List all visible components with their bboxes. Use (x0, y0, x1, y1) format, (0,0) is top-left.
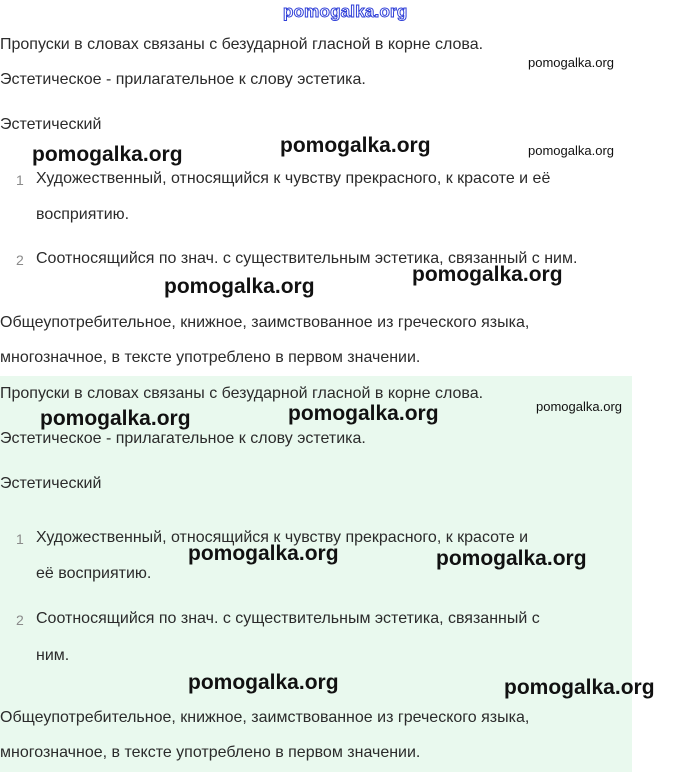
watermark: pomogalka.org (188, 671, 339, 694)
meaning-text-continued: её восприятию. (36, 565, 152, 582)
watermark: pomogalka.org (280, 134, 431, 157)
note-text-continued: многозначное, в тексте употреблено в первом значении. (0, 744, 421, 761)
meaning-number: 1 (16, 531, 24, 547)
watermark: pomogalka.org (436, 547, 587, 570)
intro-text: Пропуски в словах связаны с безударной гласной в корне слова. (0, 36, 484, 53)
watermark: pomogalka.org (536, 399, 622, 414)
headword: Эстетический (0, 475, 102, 492)
meaning-number: 2 (16, 252, 24, 268)
watermark: pomogalka.org (164, 275, 315, 298)
intro-text: Пропуски в словах связаны с безударной гласной в корне слова. (0, 385, 484, 402)
watermark: pomogalka.org (32, 143, 183, 166)
meaning-text: Соотносящийся по знач. с существительным эстетика, связанный с ним. (36, 250, 578, 267)
watermark-header: pomogalka.org (283, 2, 408, 21)
meaning-text-continued: восприятию. (36, 206, 130, 223)
watermark: pomogalka.org (528, 55, 614, 70)
meaning-number: 2 (16, 612, 24, 628)
definition-text: Эстетическое - прилагательное к слову эстетика. (0, 430, 366, 447)
headword: Эстетический (0, 116, 102, 133)
meaning-number: 1 (16, 172, 24, 188)
meaning-text: Художественный, относящийся к чувству прекрасного, к красоте и её (36, 170, 551, 187)
watermark: pomogalka.org (40, 407, 191, 430)
definition-text: Эстетическое - прилагательное к слову эстетика. (0, 71, 366, 88)
meaning-text: Соотносящийся по знач. с существительным эстетика, связанный с (36, 610, 540, 627)
watermark: pomogalka.org (288, 402, 439, 425)
note-text: Общеупотребительное, книжное, заимствованное из греческого языка, (0, 314, 530, 331)
watermark: pomogalka.org (504, 676, 655, 699)
meaning-text: Художественный, относящийся к чувству прекрасного, к красоте и (36, 529, 529, 546)
watermark: pomogalka.org (528, 143, 614, 158)
meaning-text-continued: ним. (36, 647, 70, 664)
note-text-continued: многозначное, в тексте употреблено в первом значении. (0, 349, 421, 366)
note-text: Общеупотребительное, книжное, заимствованное из греческого языка, (0, 709, 530, 726)
watermark: pomogalka.org (188, 542, 339, 565)
watermark: pomogalka.org (412, 263, 563, 286)
